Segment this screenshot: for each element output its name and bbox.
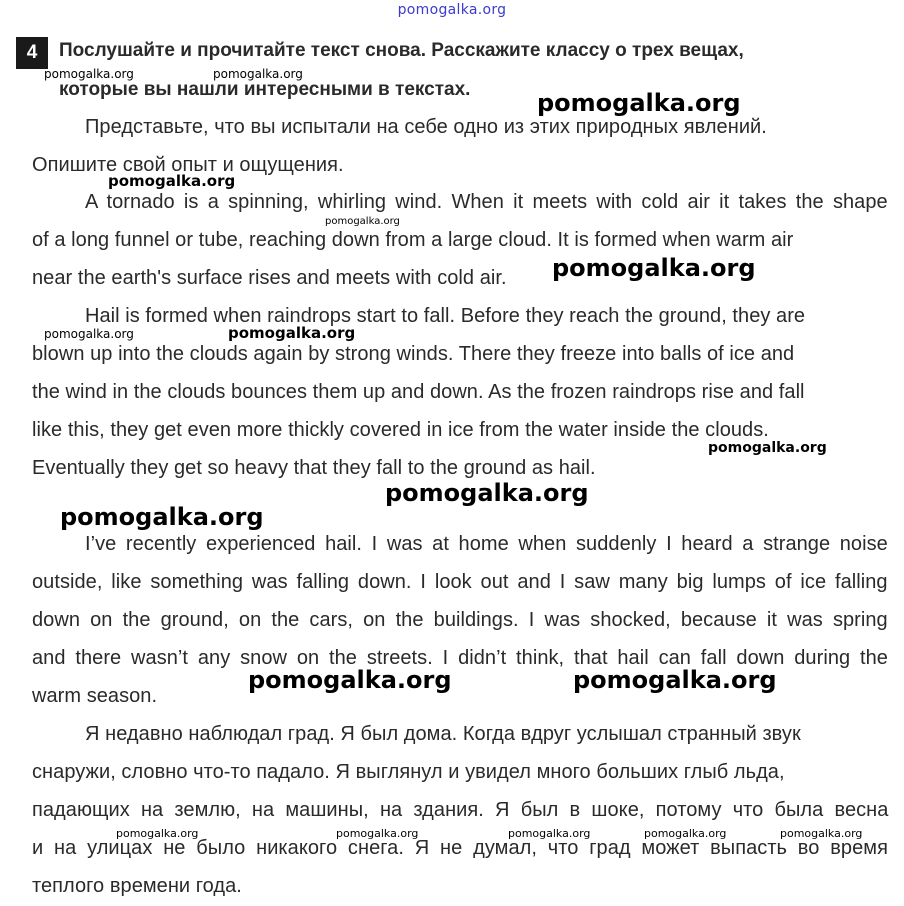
watermark: pomogalka.org	[60, 503, 264, 531]
tornado-line: near the earth's surface rises and meets with cold air.	[32, 267, 507, 289]
tornado-line: of a long funnel or tube, reaching down from a large cloud. It is formed when warm air	[32, 229, 794, 251]
watermark: pomogalka.org	[385, 479, 589, 507]
watermark: pomogalka.org	[44, 67, 134, 81]
watermark: pomogalka.org	[213, 67, 303, 81]
experience-en-line: down on the ground, on the cars, on the buildings. I was shocked, because it was spring	[32, 609, 888, 631]
experience-ru-line: падающих на землю, на машины, на здания. Я был в шоке, потому что была весна	[32, 799, 889, 821]
experience-ru-line: теплого времени года.	[32, 875, 242, 897]
hail-line: blown up into the clouds again by strong winds. There they freeze into balls of ice and	[32, 343, 795, 365]
watermark: pomogalka.org	[644, 827, 727, 840]
watermark: pomogalka.org	[116, 827, 199, 840]
watermark: pomogalka.org	[508, 827, 591, 840]
instruction-line: Опишите свой опыт и ощущения.	[32, 154, 344, 176]
experience-en-line: I’ve recently experienced hail. I was at home when suddenly I heard a strange noise	[85, 533, 888, 555]
watermark: pomogalka.org	[325, 216, 400, 227]
experience-ru-line: Я недавно наблюдал град. Я был дома. Когда вдруг услышал странный звук	[85, 723, 801, 745]
watermark: pomogalka.org	[537, 89, 741, 117]
hail-line: Eventually they get so heavy that they fall to the ground as hail.	[32, 457, 596, 479]
watermark: pomogalka.org	[708, 440, 827, 456]
instruction-line: Представьте, что вы испытали на себе одно из этих природных явлений.	[85, 116, 767, 138]
watermark: pomogalka.org	[552, 254, 756, 282]
experience-en-line: and there wasn’t any snow on the streets. I didn’t think, that hail can fall down during the	[32, 647, 888, 669]
watermark: pomogalka.org	[44, 327, 134, 341]
task-heading-line-1: Послушайте и прочитайте текст снова. Расскажите классу о трех вещах,	[59, 40, 744, 61]
task-heading-line-2: которые вы нашли интересными в текстах.	[59, 79, 471, 100]
experience-ru-line: снаружи, словно что-то падало. Я выглянул и увидел много больших глыб льда,	[32, 761, 785, 783]
watermark: pomogalka.org	[780, 827, 863, 840]
watermark: pomogalka.org	[573, 666, 777, 694]
experience-en-line: warm season.	[32, 685, 158, 707]
tornado-line: A tornado is a spinning, whirling wind. When it meets with cold air it takes the shape	[85, 191, 888, 213]
experience-en-line: outside, like something was falling down. I look out and I saw many big lumps of ice falling	[32, 571, 888, 593]
hail-line: the wind in the clouds bounces them up and down. As the frozen raindrops rise and fall	[32, 381, 805, 403]
watermark: pomogalka.org	[248, 666, 452, 694]
watermark: pomogalka.org	[228, 324, 356, 342]
watermark: pomogalka.org	[108, 172, 236, 190]
hail-line: like this, they get even more thickly covered in ice from the water inside the clouds.	[32, 419, 769, 441]
watermark: pomogalka.org	[336, 827, 419, 840]
hail-line: Hail is formed when raindrops start to fall. Before they reach the ground, they are	[85, 305, 806, 327]
task-number-badge: 4	[16, 37, 48, 69]
watermark-top: pomogalka.org	[397, 2, 507, 18]
experience-ru-line: и на улицах не было никакого снега. Я не думал, что град может выпасть во время	[32, 837, 888, 859]
